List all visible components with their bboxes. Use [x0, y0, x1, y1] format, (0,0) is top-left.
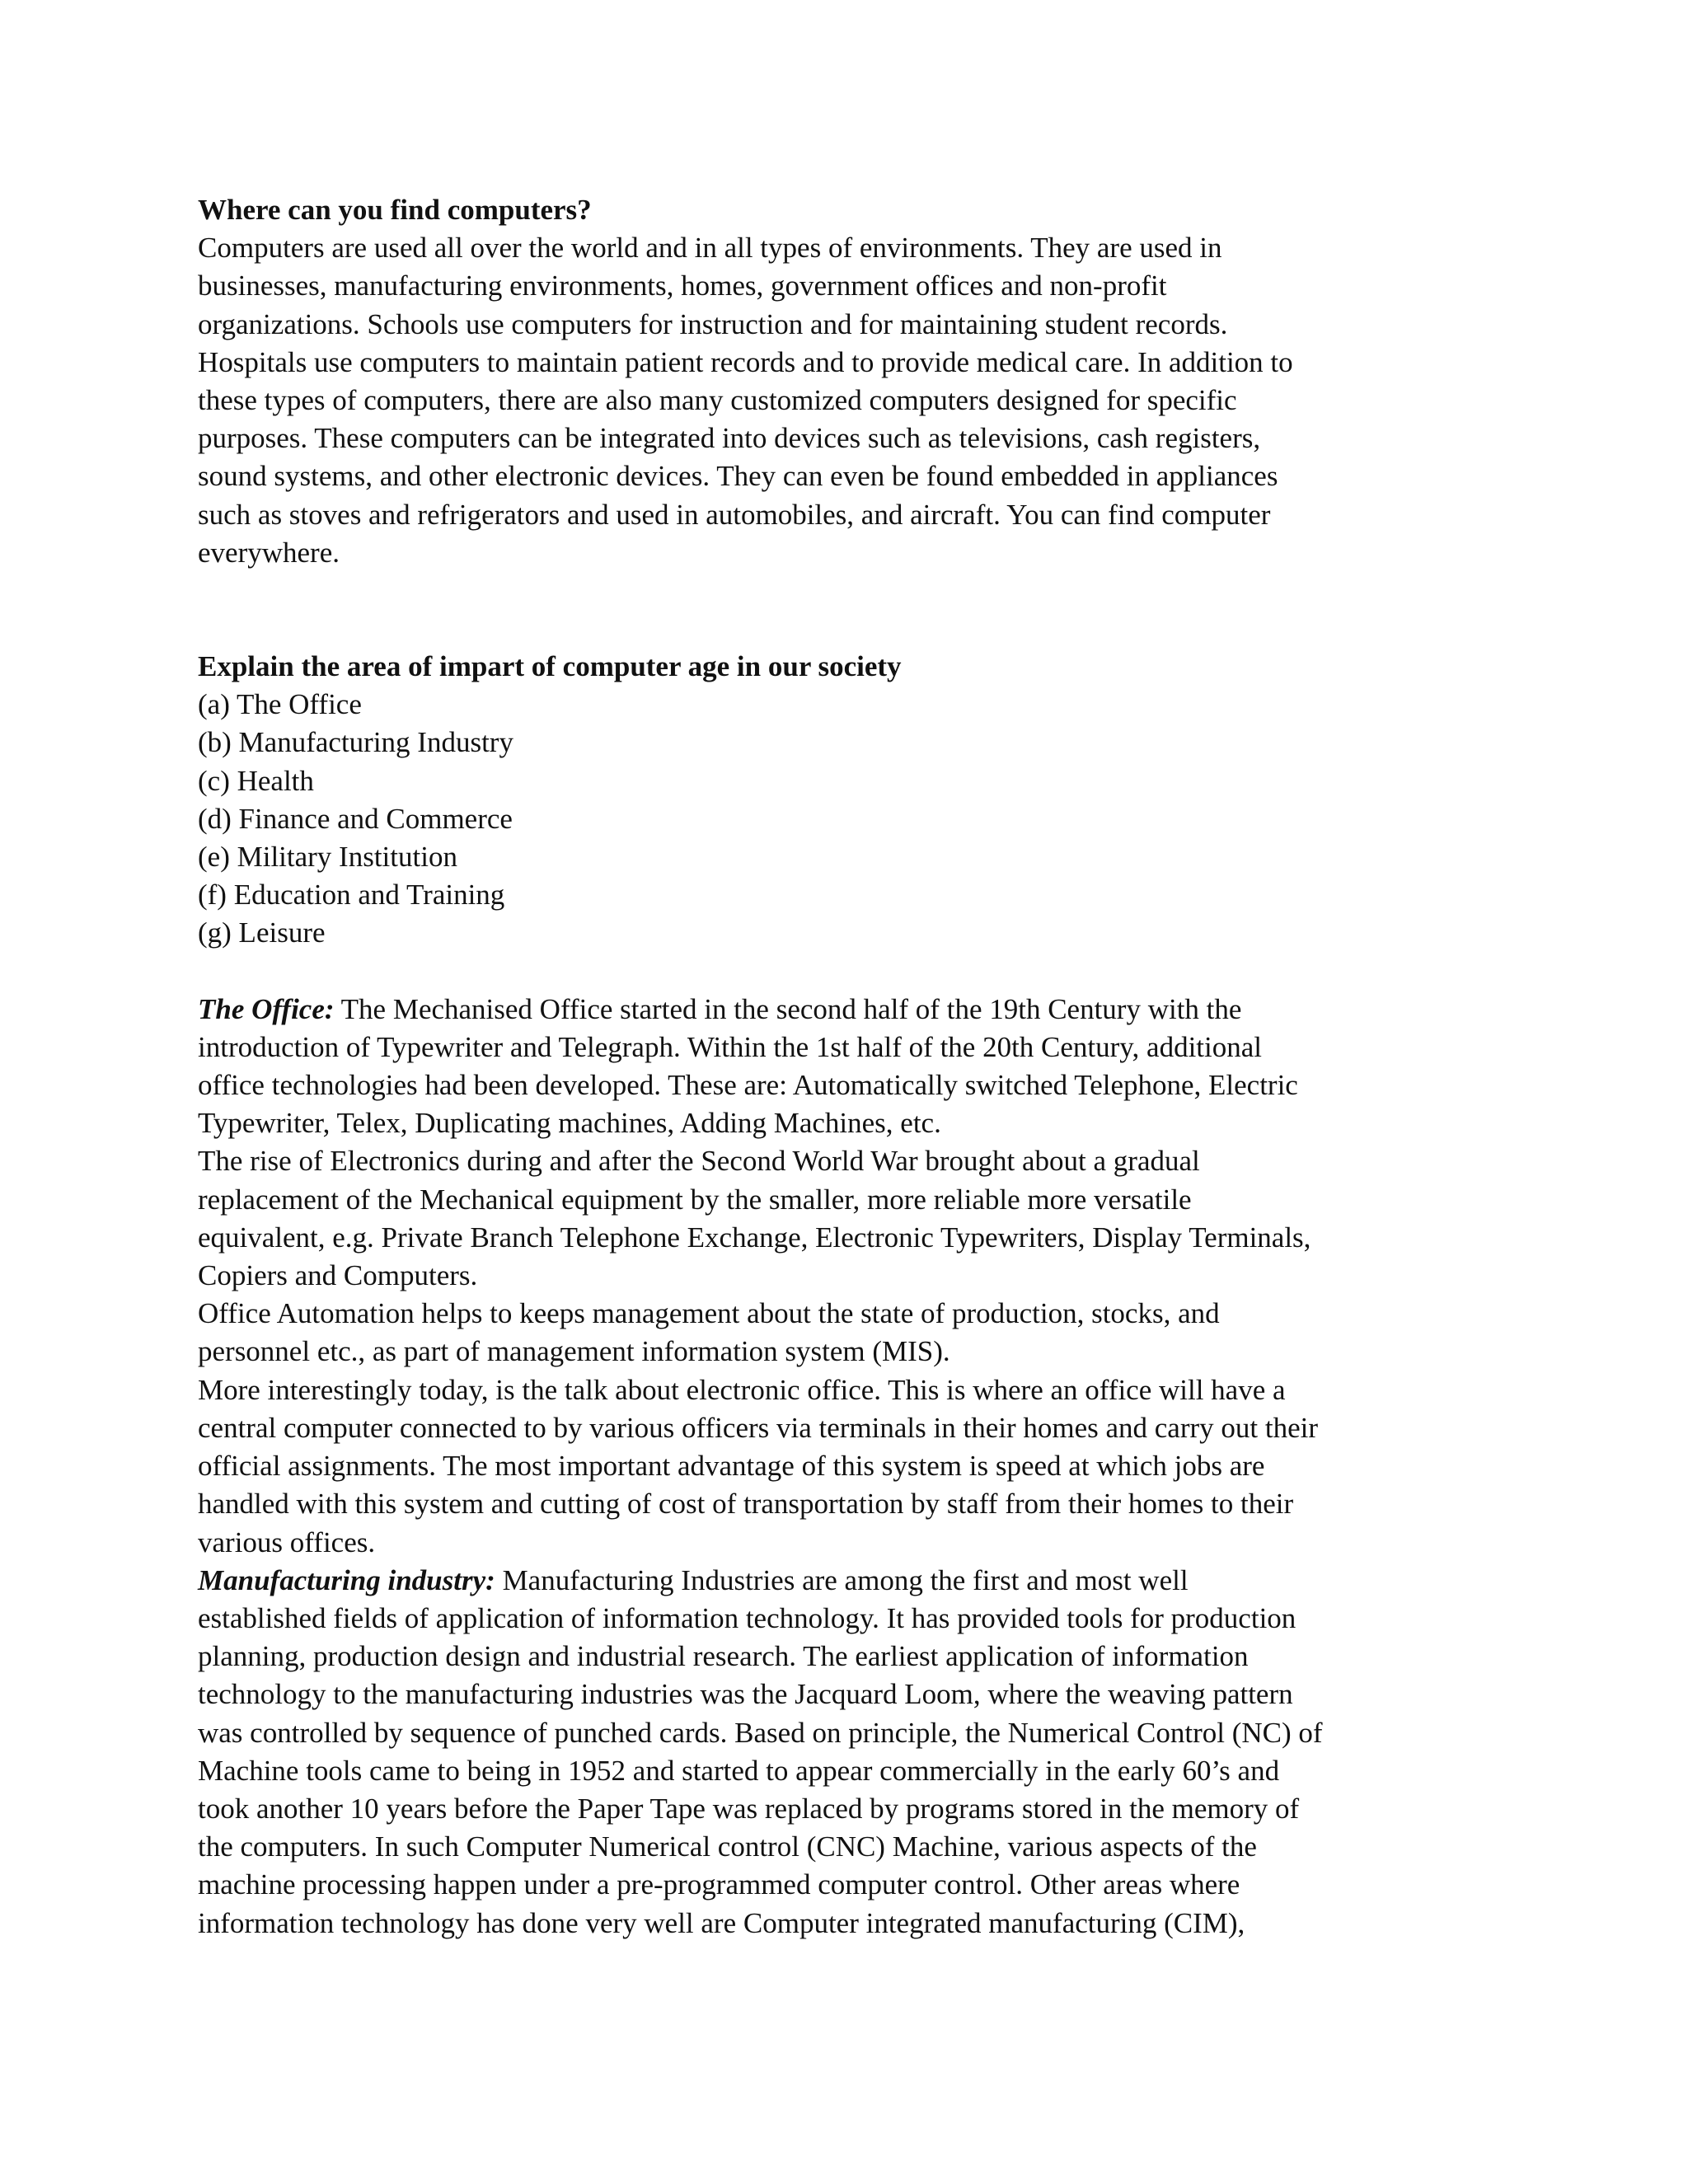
paragraph-first-line — [198, 991, 1508, 1029]
paragraph-line: such as stoves and refrigerators and used in automobiles, and aircraft. You can find computer — [198, 498, 1271, 531]
paragraph-line: machine processing happen under a pre-programmed computer control. Other areas where — [198, 1868, 1240, 1901]
paragraph-line: office technologies had been developed. These are: Automatically switched Telephone, Electric — [198, 1069, 1298, 1102]
paragraph-line: information technology has done very well are Computer integrated manufacturing (CIM), — [198, 1906, 1245, 1939]
paragraph-line: sound systems, and other electronic devices. They can even be found embedded in appliances — [198, 460, 1278, 493]
section-heading: Explain the area of impart of computer age in our society — [198, 650, 902, 683]
paragraph-line: businesses, manufacturing environments, homes, government offices and non-profit — [198, 269, 1167, 302]
paragraph-line: various offices. — [198, 1526, 376, 1558]
document-page — [198, 191, 1508, 1943]
section-heading: Where can you find computers? — [198, 194, 592, 226]
paragraph-line: established fields of application of information technology. It has provided tools for production — [198, 1601, 1296, 1634]
paragraph-line: Machine tools came to being in 1952 and started to appear commercially in the early 60’s and — [198, 1754, 1280, 1787]
paragraph-text: The Mechanised Office started in the second half of the 19th Century with the — [334, 992, 1242, 1025]
paragraph-line: the computers. In such Computer Numerical control (CNC) Machine, various aspects of the — [198, 1830, 1257, 1863]
paragraph-line: purposes. These computers can be integrated into devices such as televisions, cash registers, — [198, 422, 1261, 455]
list-item: (e) Military Institution — [198, 841, 457, 874]
paragraph-line: replacement of the Mechanical equipment by the smaller, more reliable more versatile — [198, 1183, 1192, 1216]
paragraph-line: equivalent, e.g. Private Branch Telephone Exchange, Electronic Typewriters, Display Terminals, — [198, 1221, 1311, 1254]
paragraph-line: Typewriter, Telex, Duplicating machines, Adding Machines, etc. — [198, 1107, 941, 1140]
paragraph-line: Computers are used all over the world and in all types of environments. They are used in — [198, 232, 1222, 265]
list-item: (d) Finance and Commerce — [198, 802, 513, 835]
section-where-find-computers — [198, 191, 1508, 572]
paragraph-line: official assignments. The most important advantage of this system is speed at which jobs are — [198, 1450, 1265, 1483]
paragraph-line: technology to the manufacturing industries was the Jacquard Loom, where the weaving pattern — [198, 1678, 1293, 1711]
section-the-office — [198, 991, 1508, 1562]
paragraph-line: Office Automation helps to keeps management about the state of production, stocks, and — [198, 1297, 1220, 1330]
paragraph-line: Copiers and Computers. — [198, 1259, 478, 1292]
paragraph-line: was controlled by sequence of punched cards. Based on principle, the Numerical Control (NC) of — [198, 1716, 1323, 1749]
paragraph-line: handled with this system and cutting of cost of transportation by staff from their homes to their — [198, 1488, 1294, 1521]
paragraph-line: planning, production design and industrial research. The earliest application of information — [198, 1640, 1249, 1673]
section-impact-areas — [198, 648, 1508, 953]
spacer — [198, 572, 1508, 648]
paragraph-line: central computer connected to by various officers via terminals in their homes and carry out their — [198, 1411, 1319, 1444]
paragraph-line: personnel etc., as part of management information system (MIS). — [198, 1335, 950, 1368]
paragraph-text: Manufacturing Industries are among the first and most well — [495, 1563, 1189, 1596]
paragraph-line: these types of computers, there are also many customized computers designed for specific — [198, 384, 1237, 417]
section-manufacturing-industry — [198, 1562, 1508, 1943]
office-lead-label: The Office: — [198, 992, 335, 1025]
list-item: (f) Education and Training — [198, 879, 505, 912]
manufacturing-lead-label: Manufacturing industry: — [198, 1563, 495, 1596]
spacer — [198, 953, 1508, 991]
paragraph-line: organizations. Schools use computers for instruction and for maintaining student records. — [198, 307, 1228, 340]
paragraph-line: introduction of Typewriter and Telegraph. Within the 1st half of the 20th Century, additional — [198, 1030, 1263, 1063]
list-item: (g) Leisure — [198, 916, 326, 949]
paragraph-line: Hospitals use computers to maintain patient records and to provide medical care. In addition to — [198, 345, 1293, 378]
paragraph-line: took another 10 years before the Paper Tape was replaced by programs stored in the memory of — [198, 1792, 1300, 1825]
paragraph-first-line — [198, 1562, 1508, 1600]
paragraph-line: everywhere. — [198, 536, 340, 569]
list-item: (c) Health — [198, 764, 314, 797]
paragraph-line: The rise of Electronics during and after the Second World War brought about a gradual — [198, 1145, 1200, 1178]
paragraph-line: More interestingly today, is the talk about electronic office. This is where an office will have a — [198, 1373, 1286, 1406]
list-item: (b) Manufacturing Industry — [198, 726, 513, 759]
list-item: (a) The Office — [198, 688, 362, 721]
